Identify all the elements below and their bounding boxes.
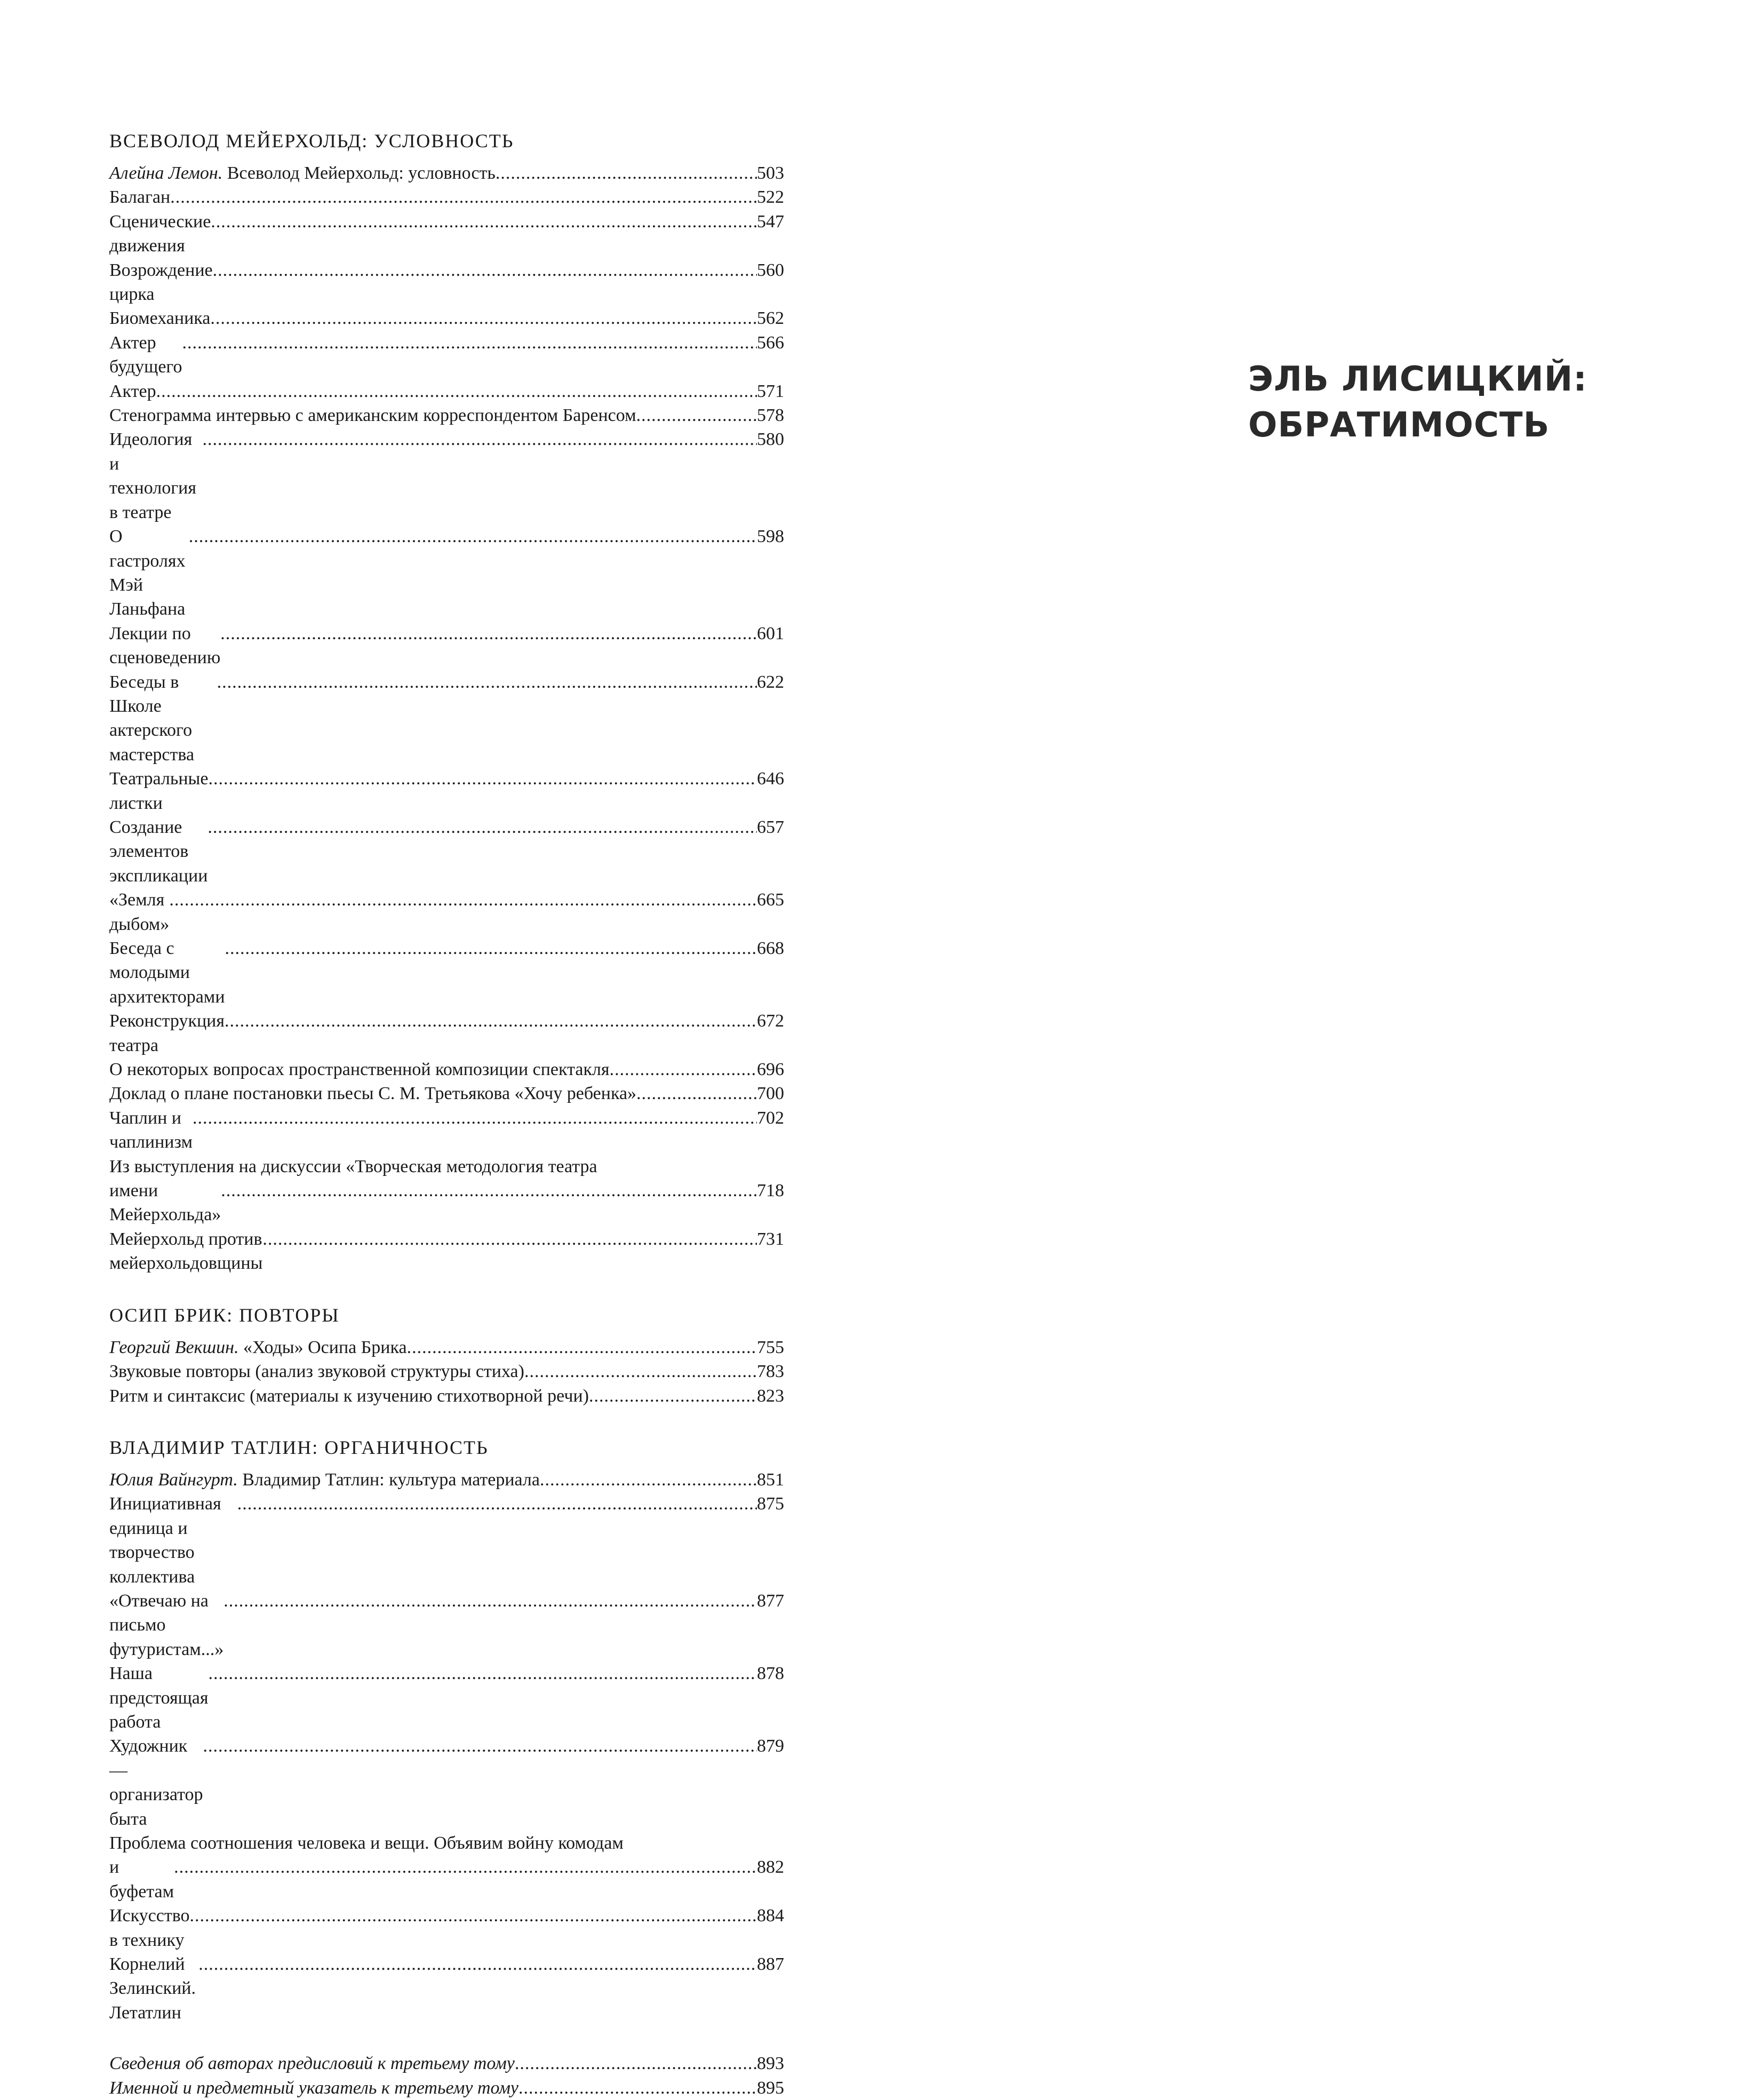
- toc-entry: [109, 331, 784, 379]
- entry-page: 882: [757, 1857, 784, 1878]
- toc-entry: [109, 185, 784, 209]
- entry-page: 522: [757, 187, 784, 208]
- entry-title: Сценические движения: [109, 211, 211, 256]
- entry-title: «Отвечаю на письмо футуристам...»: [109, 1590, 224, 1659]
- toc-entry: [109, 1468, 784, 1492]
- toc-entry: [109, 427, 784, 524]
- toc-section-tatlin: [109, 1435, 784, 2025]
- entry-page: 823: [757, 1386, 784, 1406]
- entry-title: Звуковые повторы (анализ звуковой структуры стиха): [109, 1362, 524, 1382]
- entry-page: 851: [757, 1469, 784, 1490]
- toc-entry: [109, 403, 784, 427]
- entry-title: Беседы в Школе актерского мастерства: [109, 672, 195, 765]
- toc-entry: [109, 1384, 784, 1408]
- toc-entry: [109, 1661, 784, 1734]
- toc-entry: [109, 524, 784, 622]
- entry-title: Актер будущего: [109, 332, 182, 377]
- part-title-line: ЭЛЬ ЛИСИЦКИЙ:: [1248, 360, 1587, 399]
- entry-title: О некоторых вопросах пространственной композиции спектакля: [109, 1060, 610, 1080]
- table-of-contents: [109, 128, 784, 2100]
- entry-title: Корнелий Зелинский. Летатлин: [109, 1954, 196, 2023]
- part-title-page: [1248, 356, 1675, 448]
- section-heading: ОСИП БРИК: ПОВТОРЫ: [109, 1304, 340, 1326]
- entry-title: имени Мейерхольда»: [109, 1181, 221, 1225]
- entry-page: 571: [757, 381, 784, 401]
- entry-page: 893: [757, 2054, 784, 2074]
- toc-entry: [109, 306, 784, 330]
- entry-page: 657: [757, 817, 784, 837]
- toc-entry: [109, 1227, 784, 1276]
- entry-title: Лекции по сценоведению: [109, 623, 221, 668]
- entry-page: 696: [757, 1060, 784, 1080]
- toc-entry: [109, 936, 784, 1009]
- entry-page: 622: [757, 672, 784, 692]
- entry-page: 877: [757, 1590, 784, 1611]
- toc-entry: [109, 622, 784, 670]
- toc-section-meyerhold: [109, 128, 784, 1276]
- toc-entry: [109, 1009, 784, 1057]
- entry-page: 895: [757, 2078, 784, 2098]
- toc-entry: [109, 2076, 784, 2100]
- entry-title: Искусство в технику: [109, 1906, 190, 1950]
- section-heading: ВСЕВОЛОД МЕЙЕРХОЛЬД: УСЛОВНОСТЬ: [109, 130, 514, 152]
- toc-entry: [109, 161, 784, 185]
- entry-title: Доклад о плане постановки пьесы С. М. Третьякова «Хочу ребенка»: [109, 1084, 637, 1104]
- entry-title: Чаплин и чаплинизм: [109, 1108, 193, 1152]
- entry-title: Театральные листки: [109, 769, 209, 813]
- entry-title: «Земля дыбом»: [109, 890, 170, 934]
- entry-title: Биомеханика: [109, 308, 211, 329]
- entry-title-line: Проблема соотношения человека и вещи. Объявим войну комодам: [109, 1833, 624, 1853]
- entry-page: 755: [757, 1337, 784, 1357]
- entry-title: Беседа с молодыми архитекторами: [109, 938, 225, 1007]
- toc-entry: [109, 2051, 784, 2075]
- entry-title: Ритм и синтаксис (материалы к изучению стихотворной речи): [109, 1386, 589, 1406]
- entry-title: Реконструкция театра: [109, 1011, 225, 1055]
- entry-title: Балаган: [109, 187, 171, 208]
- entry-page: 665: [757, 890, 784, 910]
- part-title: [1248, 356, 1675, 448]
- entry-title: Инициативная единица и творчество коллектива: [109, 1494, 221, 1587]
- entry-title-line: Из выступления на дискуссии «Творческая методология театра: [109, 1156, 597, 1176]
- toc-entry: [109, 1855, 784, 1904]
- toc-entry: [109, 815, 784, 888]
- part-title-line: ОБРАТИМОСТЬ: [1248, 405, 1550, 445]
- toc-entry: [109, 379, 784, 403]
- toc-entry: [109, 1106, 784, 1155]
- entry-page: 718: [757, 1181, 784, 1201]
- toc-entry: [109, 888, 784, 936]
- toc-entry: [109, 1952, 784, 2025]
- entry-title: Сведения об авторах предисловий к третьему тому: [109, 2054, 515, 2074]
- entry-title: Всеволод Мейерхольд: условность: [222, 163, 496, 183]
- toc-entry: [109, 1904, 784, 1952]
- section-heading: ВЛАДИМИР ТАТЛИН: ОРГАНИЧНОСТЬ: [109, 1436, 489, 1458]
- toc-entry: [109, 1589, 784, 1661]
- toc-section-brik: [109, 1302, 784, 1408]
- toc-entry: [109, 1335, 784, 1359]
- entry-page: 875: [757, 1494, 784, 1514]
- entry-title: Актер: [109, 381, 156, 401]
- entry-page: 879: [757, 1736, 784, 1756]
- entry-page: 547: [757, 211, 784, 232]
- entry-author: Георгий Векшин.: [109, 1337, 239, 1357]
- entry-title: Идеология и технология в театре: [109, 429, 196, 522]
- toc-entry: [109, 1057, 784, 1081]
- entry-author: Алейна Лемон.: [109, 163, 223, 183]
- toc-entry: [109, 767, 784, 815]
- entry-page: 580: [757, 429, 784, 450]
- entry-page: 783: [757, 1362, 784, 1382]
- toc-entry: [109, 1492, 784, 1589]
- entry-page: 672: [757, 1011, 784, 1031]
- entry-page: 560: [757, 260, 784, 280]
- entry-title: О гастролях Мэй Ланьфана: [109, 527, 186, 619]
- entry-page: 646: [757, 769, 784, 789]
- entry-title: Возрождение цирка: [109, 260, 213, 305]
- entry-title: Художник — организатор быта: [109, 1736, 203, 1829]
- entry-page: 878: [757, 1664, 784, 1684]
- toc-appendix: [109, 2051, 784, 2100]
- entry-page: 598: [757, 527, 784, 547]
- toc-entry: [109, 670, 784, 767]
- entry-page: 503: [757, 163, 784, 183]
- entry-title: Владимир Татлин: культура материала: [237, 1469, 540, 1490]
- entry-page: 731: [757, 1229, 784, 1249]
- toc-entry: [109, 1081, 784, 1105]
- toc-entry: [109, 210, 784, 258]
- entry-title: Наша предстоящая работа: [109, 1664, 209, 1732]
- entry-page: 578: [757, 405, 784, 426]
- entry-title: «Ходы» Осипа Брика: [238, 1337, 407, 1357]
- toc-entry: [109, 258, 784, 307]
- entry-page: 566: [757, 332, 784, 353]
- toc-entry: [109, 1734, 784, 1831]
- entry-page: 884: [757, 1906, 784, 1926]
- entry-title: Мейерхольд против мейерхольдовщины: [109, 1229, 263, 1274]
- entry-page: 562: [757, 308, 784, 329]
- entry-author: Юлия Вайнгурт.: [109, 1469, 238, 1490]
- entry-page: 702: [757, 1108, 784, 1128]
- entry-page: 668: [757, 938, 784, 958]
- toc-entry: [109, 1179, 784, 1227]
- entry-title: Именной и предметный указатель к третьему тому: [109, 2078, 519, 2098]
- entry-page: 700: [757, 1084, 784, 1104]
- entry-title: Создание элементов экспликации: [109, 817, 208, 886]
- entry-title: и буфетам: [109, 1857, 174, 1902]
- toc-entry: [109, 1359, 784, 1383]
- entry-title: Стенограмма интервью с американским корреспондентом Баренсом: [109, 405, 636, 426]
- entry-page: 887: [757, 1954, 784, 1975]
- entry-page: 601: [757, 623, 784, 643]
